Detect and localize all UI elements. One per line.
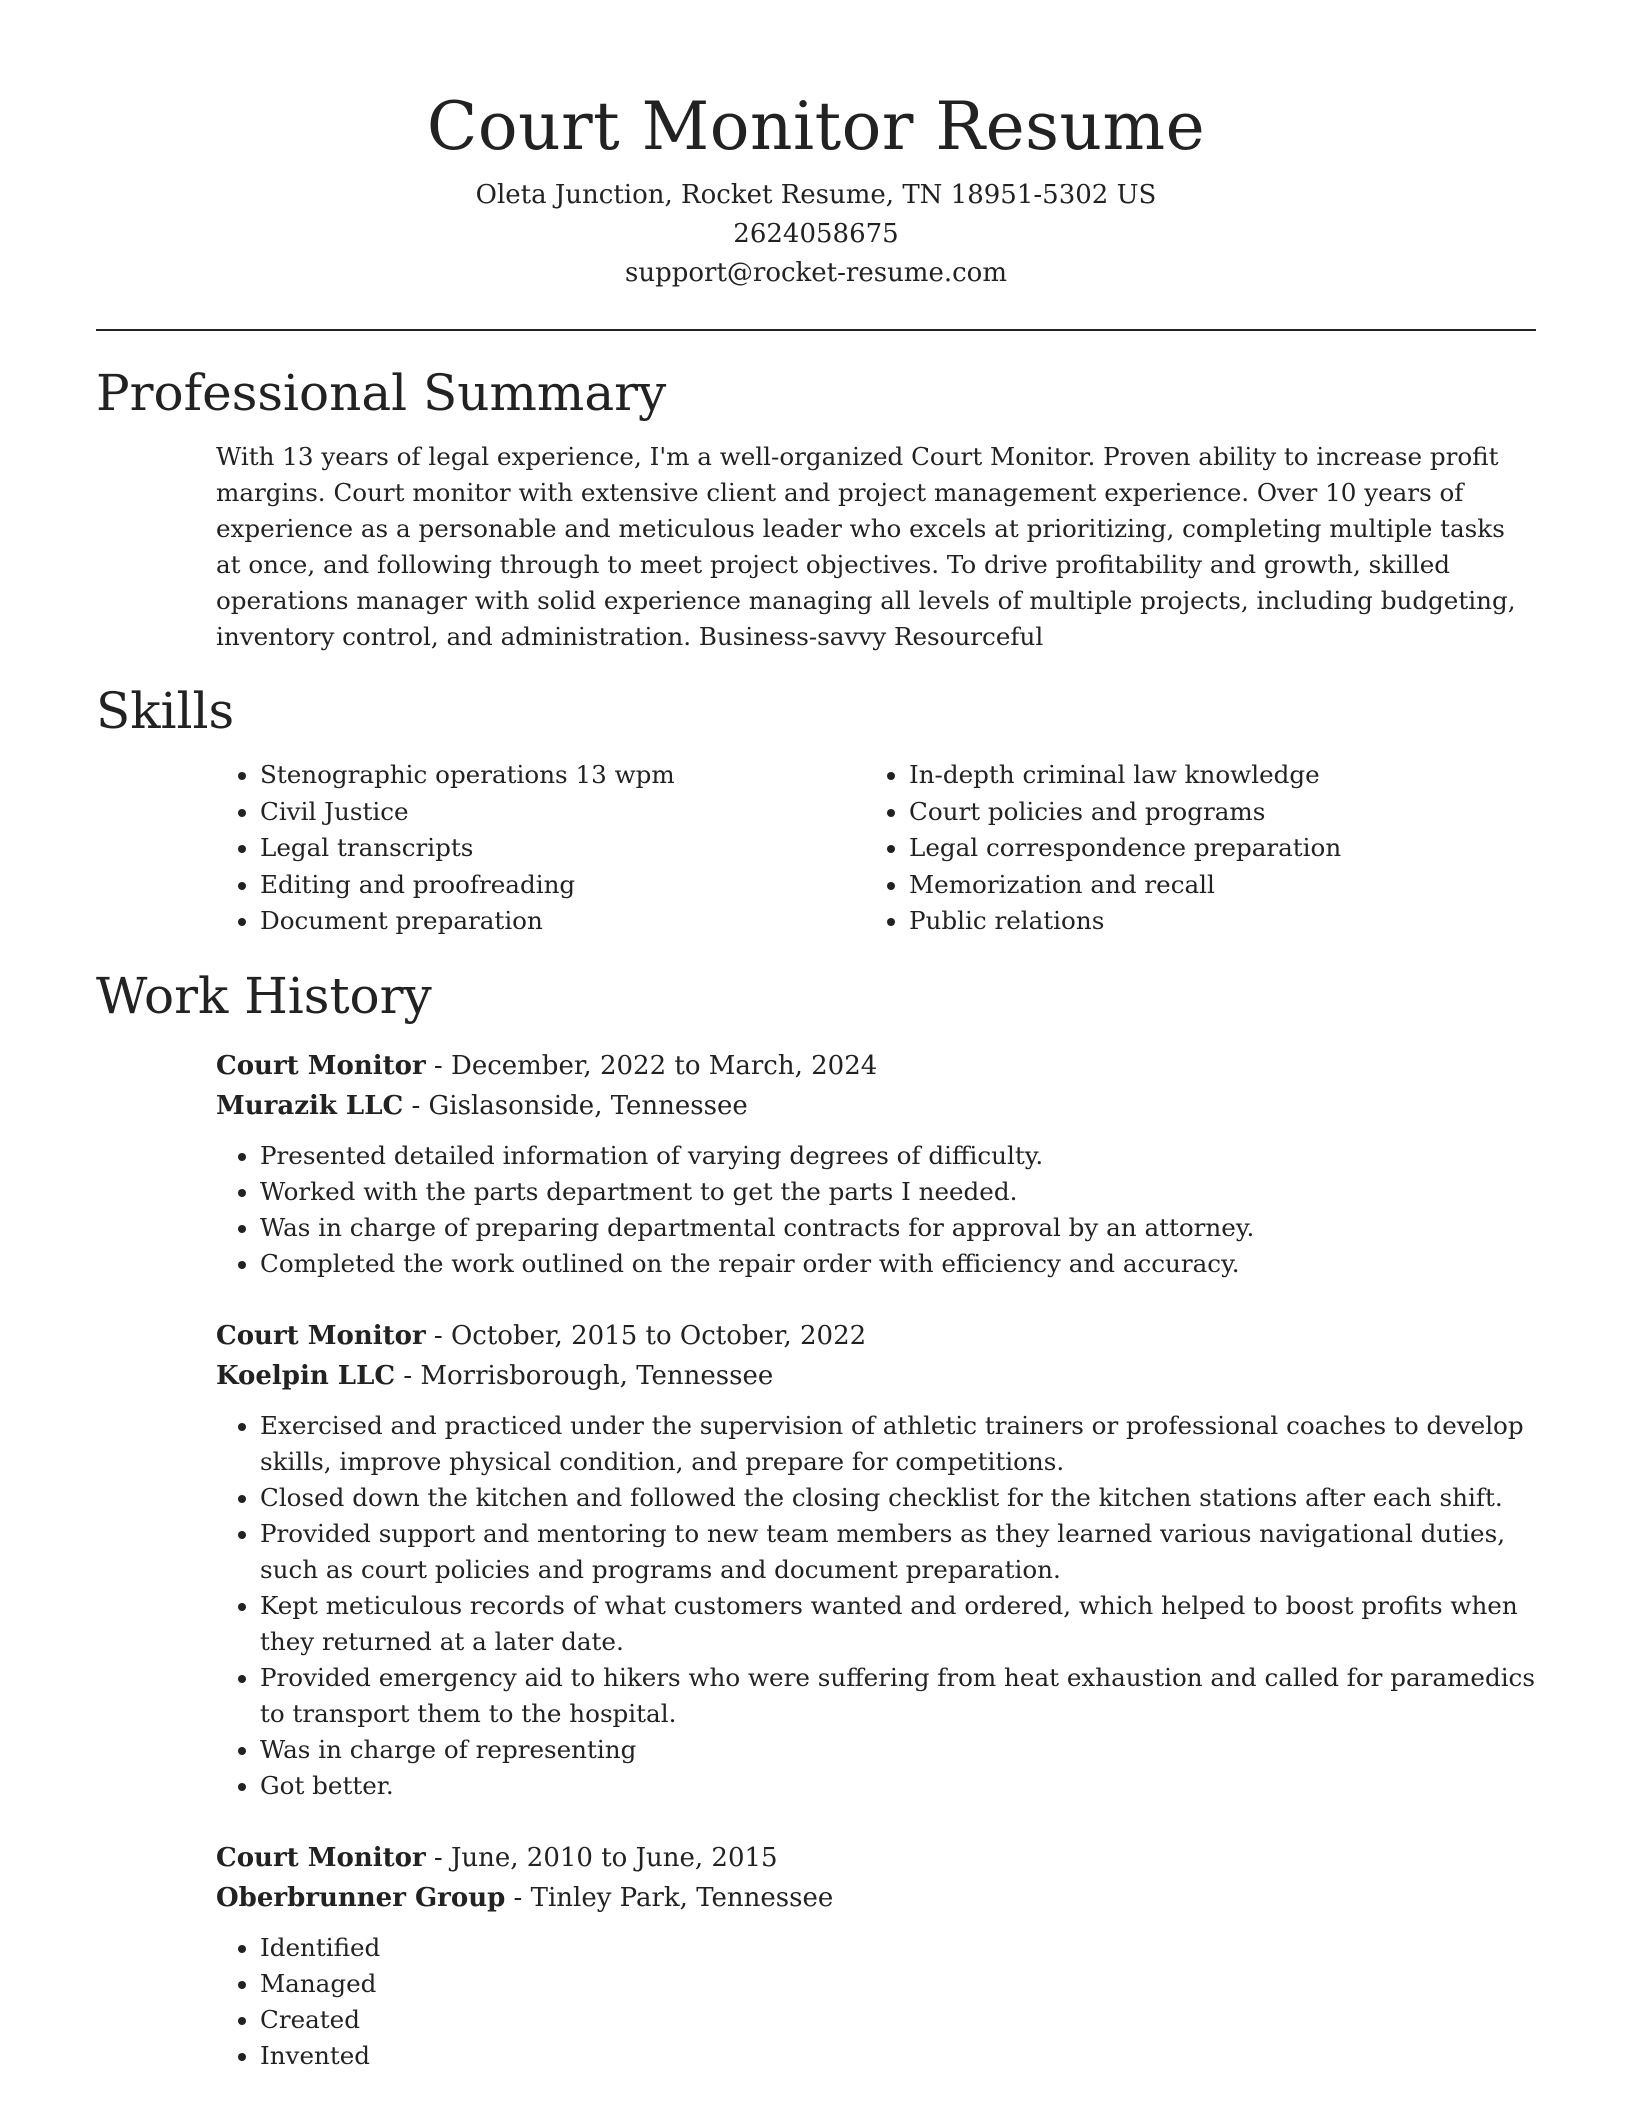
work-history-section [96, 966, 1536, 2074]
skill-item: • Civil Justice [260, 794, 865, 831]
summary-text: With 13 years of legal experience, I'm a well-organized Court Monitor. Proven ability to increase profit margins. Court monitor with extensive client and project management experience. Over 10 years of experience as a personable and meticulous leader who excels at prioritizing, completing multiple tasks at once, and following through to meet project objectives. To drive profitability and growth, skilled operations manager with solid experience managing all levels of multiple projects, including budgeting, inventory control, and administration. Business-savvy Resourceful [216, 442, 1516, 651]
contact-block [96, 176, 1536, 293]
job-bullet: • Identified [260, 1930, 1536, 1966]
job-bullet: • Managed [260, 1966, 1536, 2002]
job-bullets [216, 1138, 1536, 1282]
skill-item: • Stenographic operations 13 wpm [260, 757, 865, 794]
job-location: - Morrisborough, Tennessee [395, 1360, 774, 1391]
job-company-line [216, 1878, 1536, 1918]
job-bullet: • Got better. [260, 1768, 1536, 1804]
header-divider [96, 329, 1536, 331]
resume-title: Court Monitor Resume [426, 88, 1206, 165]
skills-right-list [865, 757, 1514, 940]
job-bullet: • Completed the work outlined on the repair order with efficiency and accuracy. [260, 1246, 1536, 1282]
work-history-heading: Work History [96, 966, 432, 1025]
job-bullet: • Kept meticulous records of what customers wanted and ordered, which helped to boost profits when they returned at a later date. [260, 1588, 1536, 1660]
job-dates: - June, 2010 to June, 2015 [425, 1842, 778, 1873]
job-title-line [216, 1316, 1536, 1356]
skill-item: • Document preparation [260, 903, 865, 940]
job-company-line [216, 1356, 1536, 1396]
job-company-line [216, 1086, 1536, 1126]
job-location: - Gislasonside, Tennessee [403, 1090, 748, 1121]
job-bullet: • Was in charge of representing [260, 1732, 1536, 1768]
job-company: Koelpin LLC [216, 1360, 396, 1391]
job-entry [216, 1838, 1536, 2074]
skills-columns [216, 757, 1536, 940]
job-location: - Tinley Park, Tennessee [505, 1882, 834, 1913]
summary-section [96, 363, 1536, 655]
skill-item: • In-depth criminal law knowledge [909, 757, 1514, 794]
job-bullet: • Worked with the parts department to get the parts I needed. [260, 1174, 1536, 1210]
skill-item: • Legal correspondence preparation [909, 830, 1514, 867]
skill-item: • Memorization and recall [909, 867, 1514, 904]
job-role: Court Monitor [216, 1320, 426, 1351]
job-company: Murazik LLC [216, 1090, 404, 1121]
job-bullet: • Invented [260, 2038, 1536, 2074]
job-role: Court Monitor [216, 1842, 426, 1873]
job-bullets [216, 1930, 1536, 2074]
skills-heading: Skills [96, 682, 235, 740]
job-entry [216, 1046, 1536, 1282]
job-bullet: • Was in charge of preparing departmental contracts for approval by an attorney. [260, 1210, 1536, 1246]
job-title-line [216, 1046, 1536, 1086]
skill-item: • Court policies and programs [909, 794, 1514, 831]
job-bullet: • Provided support and mentoring to new team members as they learned various navigational duties, such as court policies and programs and document preparation. [260, 1516, 1536, 1588]
job-bullet: • Presented detailed information of varying degrees of difficulty. [260, 1138, 1536, 1174]
job-dates: - October, 2015 to October, 2022 [425, 1320, 867, 1351]
contact-phone: 2624058675 [733, 219, 899, 249]
resume-page [96, 0, 1536, 2074]
job-title-line [216, 1838, 1536, 1878]
job-bullet: • Closed down the kitchen and followed the closing checklist for the kitchen stations after each shift. [260, 1480, 1536, 1516]
job-bullet: • Exercised and practiced under the supervision of athletic trainers or professional coaches to develop skills, improve physical condition, and prepare for competitions. [260, 1408, 1536, 1480]
skill-item: • Public relations [909, 903, 1514, 940]
job-role: Court Monitor [216, 1050, 426, 1081]
job-entry [216, 1316, 1536, 1804]
job-company: Oberbrunner Group [216, 1882, 506, 1913]
skill-item: • Legal transcripts [260, 830, 865, 867]
skills-left-list [216, 757, 865, 940]
contact-address: Oleta Junction, Rocket Resume, TN 18951-5302 US [475, 180, 1157, 210]
job-bullet: • Provided emergency aid to hikers who were suffering from heat exhaustion and called for paramedics to transport them to the hospital. [260, 1660, 1536, 1732]
skill-item: • Editing and proofreading [260, 867, 865, 904]
job-dates: - December, 2022 to March, 2024 [425, 1050, 878, 1081]
job-bullet: • Created [260, 2002, 1536, 2038]
contact-email: support@rocket-resume.com [624, 258, 1007, 288]
skills-section [96, 681, 1536, 940]
job-bullets [216, 1408, 1536, 1804]
summary-heading: Professional Summary [96, 364, 667, 422]
